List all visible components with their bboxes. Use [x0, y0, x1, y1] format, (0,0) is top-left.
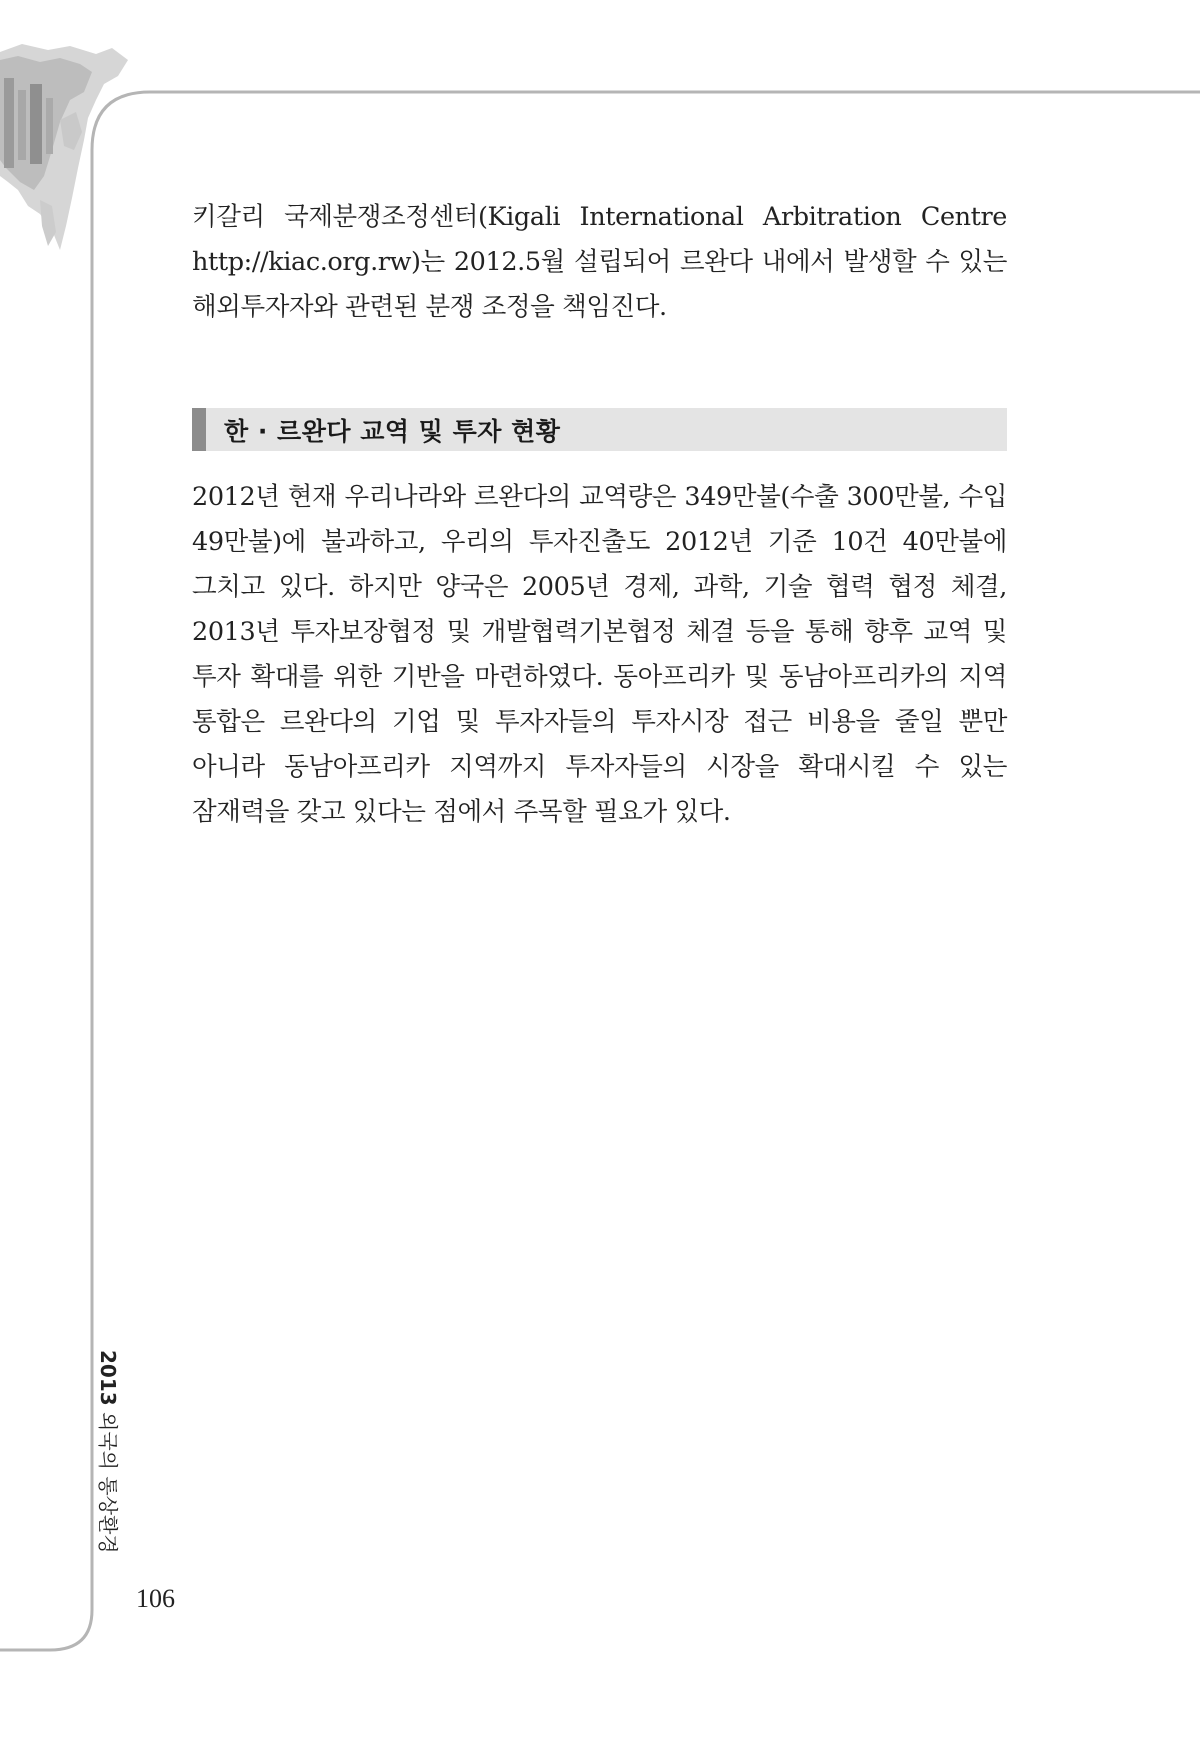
- running-title-label: 외국의 통상환경: [96, 1412, 120, 1554]
- intro-paragraph: 키갈리 국제분쟁조정센터(Kigali International Arbitration Centre http://kiac.org.rw)는 2012.5월 설립되어 르완다 내에서 발생할 수 있는 해외투자자와 관련된 분쟁 조정을 책임진다.: [192, 202, 1007, 322]
- section-heading-text: 한 · 르완다 교역 및 투자 현황: [224, 416, 561, 446]
- page-content: [192, 195, 1007, 835]
- running-title: [96, 1350, 126, 1590]
- section-paragraph: 2012년 현재 우리나라와 르완다의 교역량은 349만불(수출 300만불, 수입 49만불)에 불과하고, 우리의 투자진출도 2012년 기준 10건 40만불에 그치고 있다. 하지만 양국은 2005년 경제, 과학, 기술 협력 협정 체결, 2013년 투자보장협정 및 개발협력기본협정 체결 등을 통해 향후 교역 및 투자 확대를 위한 기반을 마련하였다. 동아프리카 및 동남아프리카의 지역 통합은 르완다의 기업 및 투자자들의 투자시장 접근 비용을 줄일 뿐만 아니라 동남아프리카 지역까지 투자자들의 시장을 확대시킬 수 있는 잠재력을 갖고 있다는 점에서 주목할 필요가 있다.: [192, 482, 1007, 827]
- running-title-text: [95, 1350, 124, 1554]
- world-map-decoration: [0, 44, 128, 250]
- section-heading: [192, 408, 1007, 451]
- page-number: 106: [136, 1584, 175, 1613]
- running-title-year: 2013: [96, 1350, 120, 1406]
